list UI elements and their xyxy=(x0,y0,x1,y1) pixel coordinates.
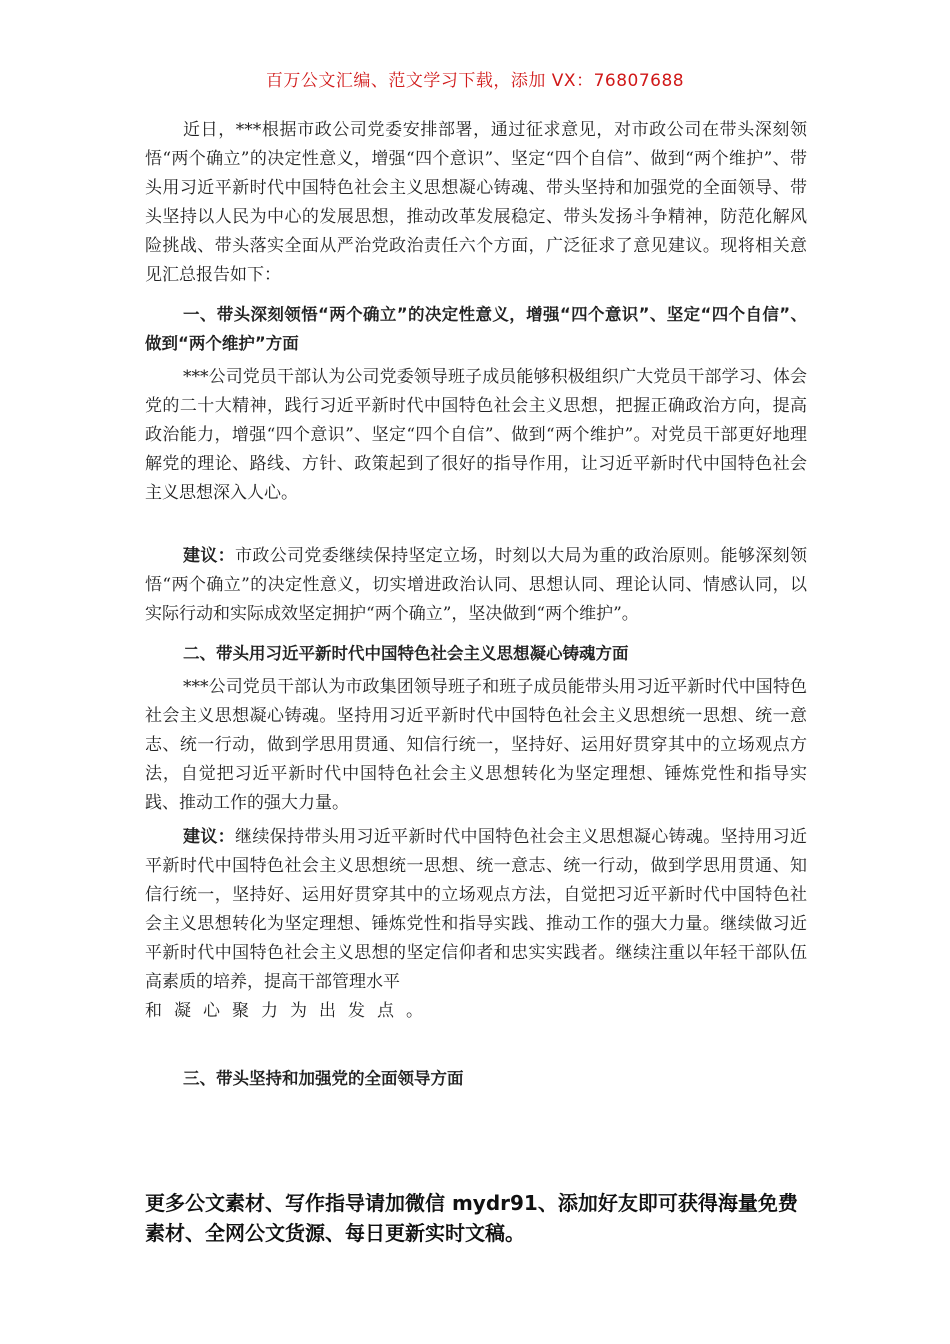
document-body xyxy=(145,116,807,1093)
section-1-body: ***公司党员干部认为公司党委领导班子成员能够积极组织广大党员干部学习、体会党的二十大精神，践行习近平新时代中国特色社会主义思想，把握正确政治方向，提高政治能力，增强“四个意识”、坚定“四个自信”、做到“两个维护”。对党员干部更好地理解党的理论、路线、方针、政策起到了很好的指导作用，让习近平新时代中国特色社会主义思想深入人心。 xyxy=(145,367,807,503)
section-2-suggestion xyxy=(145,823,807,997)
section-2-heading: 二、带头用习近平新时代中国特色社会主义思想凝心铸魂方面 xyxy=(183,644,629,663)
suggestion-label: 建议： xyxy=(183,827,236,847)
section-2-suggestion-tail: 和凝心聚力为出发点。 xyxy=(145,1001,435,1021)
section-1-suggestion xyxy=(145,542,807,629)
suggestion-text: 市政公司党委继续保持坚定立场，时刻以大局为重的政治原则。能够深刻领悟“两个确立”的决定性意义，切实增进政治认同、思想认同、理论认同、情感认同，以实际行动和实际成效坚定拥护“两个确立”，坚决做到“两个维护”。 xyxy=(145,546,808,624)
suggestion-label: 建议： xyxy=(183,546,236,566)
section-2-body: ***公司党员干部认为市政集团领导班子和班子成员能带头用习近平新时代中国特色社会主义思想凝心铸魂。坚持用习近平新时代中国特色社会主义思想统一思想、统一意志、统一行动，做到学思用贯通、知信行统一，坚持好、运用好贯穿其中的立场观点方法，自觉把习近平新时代中国特色社会主义思想转化为坚定理想、锤炼党性和指导实践、推动工作的强大力量。 xyxy=(145,677,807,813)
promo-footer: 更多公文素材、写作指导请加微信 mydr91、添加好友即可获得海量免费素材、全网公文货源、每日更新实时文稿。 xyxy=(145,1191,798,1245)
promo-header: 百万公文汇编、范文学习下载，添加 VX：76807688 xyxy=(265,71,685,91)
suggestion-text: 继续保持带头用习近平新时代中国特色社会主义思想凝心铸魂。坚持用习近平新时代中国特色社会主义思想统一思想、统一意志、统一行动，做到学思用贯通、知信行统一，坚持好、运用好贯穿其中的立场观点方法，自觉把习近平新时代中国特色社会主义思想转化为坚定理想、锤炼党性和指导实践、推动工作的强大力量。继续做习近平新时代中国特色社会主义思想的坚定信仰者和忠实实践者。继续注重以年轻干部队伍高素质的培养，提高干部管理水平 xyxy=(145,827,808,992)
intro-paragraph: 近日，***根据市政公司党委安排部署，通过征求意见，对市政公司在带头深刻领悟“两个确立”的决定性意义，增强“四个意识”、坚定“四个自信”、做到“两个维护”、带头用习近平新时代中国特色社会主义思想凝心铸魂、带头坚持和加强党的全面领导、带头坚持以人民为中心的发展思想，推动改革发展稳定、带头发扬斗争精神，防范化解风险挑战、带头落实全面从严治党政治责任六个方面，广泛征求了意见建议。现将相关意见汇总报告如下： xyxy=(145,120,807,285)
section-3-heading: 三、带头坚持和加强党的全面领导方面 xyxy=(183,1069,464,1088)
section-1-heading: 一、带头深刻领悟“两个确立”的决定性意义，增强“四个意识”、坚定“四个自信”、做到“两个维护”方面 xyxy=(145,305,807,353)
